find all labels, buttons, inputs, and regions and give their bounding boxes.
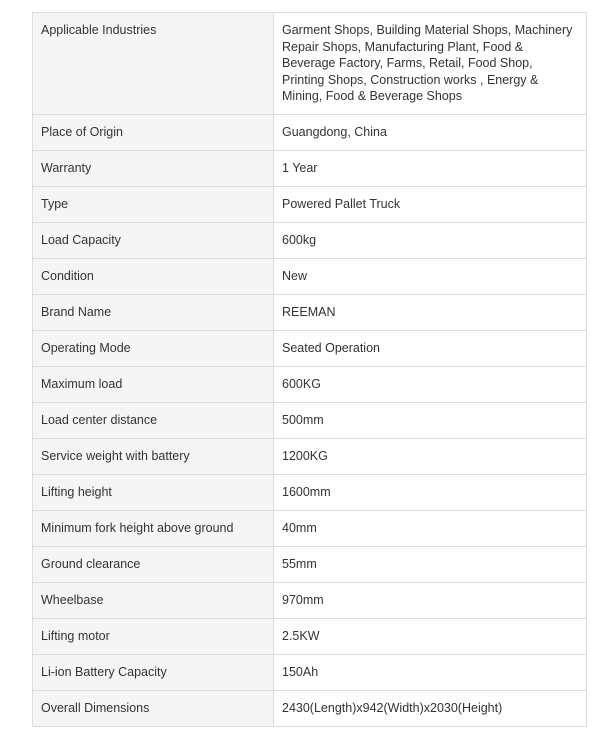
spec-value: Seated Operation <box>274 330 587 366</box>
spec-label: Overall Dimensions <box>33 690 274 726</box>
table-row <box>33 222 587 258</box>
spec-value: Guangdong, China <box>274 114 587 150</box>
spec-label: Lifting motor <box>33 618 274 654</box>
spec-label: Operating Mode <box>33 330 274 366</box>
table-row <box>33 402 587 438</box>
spec-label: Condition <box>33 258 274 294</box>
spec-label: Service weight with battery <box>33 438 274 474</box>
spec-value: 600kg <box>274 222 587 258</box>
spec-value: Garment Shops, Building Material Shops, Machinery Repair Shops, Manufacturing Plant, Food & Beverage Factory, Farms, Retail, Food Shop, Printing Shops, Construction works , Energy & Mining, Food & Beverage Shops <box>274 13 587 115</box>
table-row <box>33 582 587 618</box>
spec-value: Powered Pallet Truck <box>274 186 587 222</box>
spec-value: REEMAN <box>274 294 587 330</box>
spec-value: 40mm <box>274 510 587 546</box>
table-row <box>33 618 587 654</box>
table-row <box>33 150 587 186</box>
table-row <box>33 690 587 726</box>
spec-value: 55mm <box>274 546 587 582</box>
spec-label: Place of Origin <box>33 114 274 150</box>
spec-label: Applicable Industries <box>33 13 274 115</box>
spec-label: Warranty <box>33 150 274 186</box>
spec-label: Minimum fork height above ground <box>33 510 274 546</box>
table-row <box>33 186 587 222</box>
spec-value: 2430(Length)x942(Width)x2030(Height) <box>274 690 587 726</box>
spec-value: 1 Year <box>274 150 587 186</box>
table-row <box>33 510 587 546</box>
table-row <box>33 654 587 690</box>
table-row <box>33 114 587 150</box>
spec-value: 150Ah <box>274 654 587 690</box>
spec-label: Brand Name <box>33 294 274 330</box>
table-row <box>33 438 587 474</box>
spec-label: Type <box>33 186 274 222</box>
table-row <box>33 294 587 330</box>
spec-value: 1600mm <box>274 474 587 510</box>
spec-label: Wheelbase <box>33 582 274 618</box>
spec-value: 1200KG <box>274 438 587 474</box>
table-row <box>33 474 587 510</box>
table-row <box>33 258 587 294</box>
spec-label: Ground clearance <box>33 546 274 582</box>
spec-value: 970mm <box>274 582 587 618</box>
table-row <box>33 546 587 582</box>
table-row <box>33 330 587 366</box>
spec-label: Lifting height <box>33 474 274 510</box>
spec-value: 600KG <box>274 366 587 402</box>
spec-table <box>32 12 587 727</box>
spec-label: Load Capacity <box>33 222 274 258</box>
table-row <box>33 366 587 402</box>
table-row <box>33 13 587 115</box>
spec-value: 500mm <box>274 402 587 438</box>
spec-label: Li-ion Battery Capacity <box>33 654 274 690</box>
spec-value: New <box>274 258 587 294</box>
spec-label: Maximum load <box>33 366 274 402</box>
spec-label: Load center distance <box>33 402 274 438</box>
spec-value: 2.5KW <box>274 618 587 654</box>
